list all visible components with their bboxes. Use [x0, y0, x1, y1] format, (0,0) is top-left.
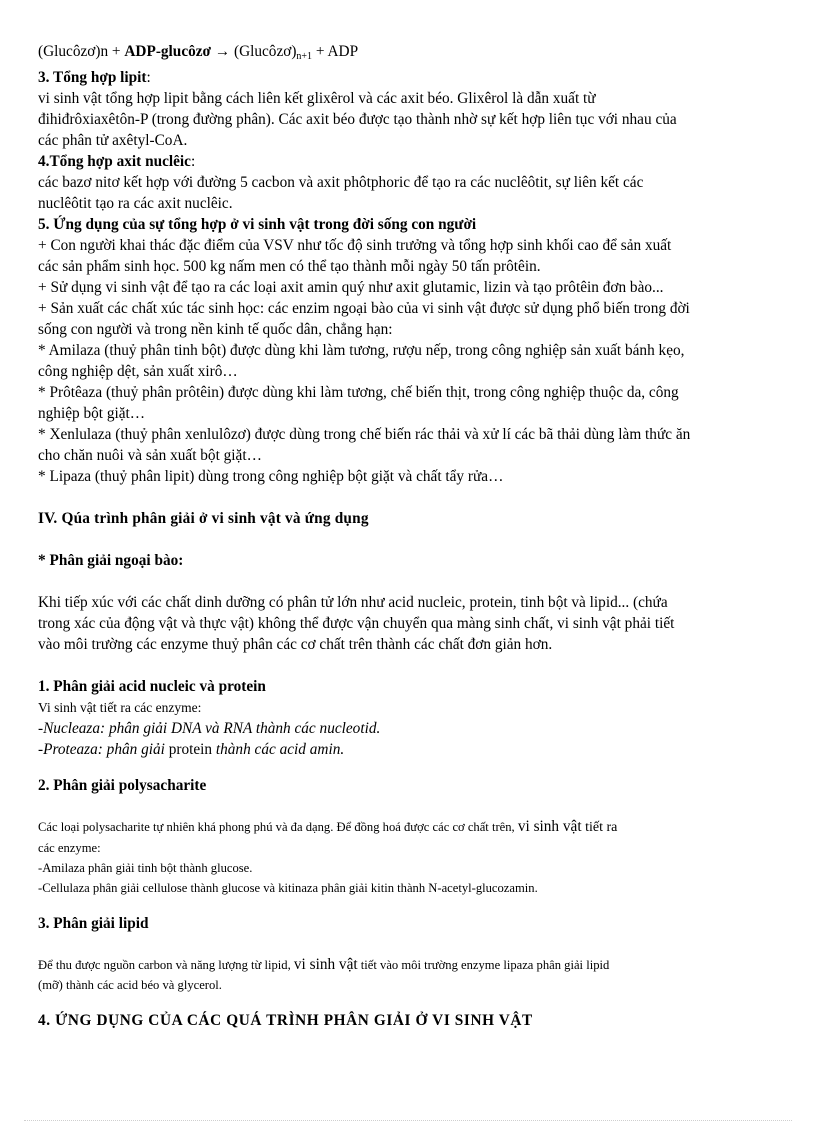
paragraph-line: * Lipaza (thuỷ phân lipit) dùng trong công nghiệp bột giặt và chất tẩy rửa… [38, 468, 504, 485]
section-heading-lipid-decomposition: 3. Phân giải lipid [38, 915, 149, 932]
paragraph-line: + Sử dụng vi sinh vật để tạo ra các loại axit amin quý như axit glutamic, lizin và tạo prôtêin đơn bào... [38, 279, 664, 296]
section-heading-polysaccharide: 2. Phân giải polysacharite [38, 777, 207, 794]
paragraph-line: vi sinh vật tổng hợp lipit bằng cách liên kết glixêrol và các axit béo. Glixêrol là dẫn xuất từ [38, 90, 596, 107]
paragraph-line: -Nucleaza: phân giải DNA và RNA thành các nucleotid. [38, 720, 381, 737]
section-heading-extracellular: * Phân giải ngoại bào: [38, 552, 184, 569]
formula-part: (Glucôzơ) [233, 43, 297, 60]
section-heading-applications: 5. Ứng dụng của sự tổng hợp ở vi sinh vật trong đời sống con người [38, 216, 477, 233]
page-bottom-divider [24, 1120, 792, 1121]
paragraph-line: (mỡ) thành các acid béo và glycerol. [38, 978, 222, 992]
paragraph-line: -Proteaza: phân giải protein thành các acid amin. [38, 741, 345, 758]
formula-line [38, 41, 783, 67]
paragraph-line: + Sản xuất các chất xúc tác sinh học: các enzim ngoại bào của vi sinh vật được sử dụng phổ biến trong đời [38, 300, 690, 317]
paragraph-line: sống con người và trong nền kinh tế quốc dân, chẳng hạn: [38, 321, 393, 338]
spacer [38, 655, 783, 676]
paragraph-line: nuclêôtit tạo ra các axit nuclêic. [38, 195, 233, 212]
document-page [38, 41, 783, 1031]
paragraph-line: Để thu được nguồn carbon và năng lượng từ lipid, vi sinh vật tiết vào môi trường enzyme lipaza phân giải lipid [38, 956, 610, 973]
spacer [38, 898, 783, 913]
chapter-heading-applications-decomposition: 4. ỨNG DỤNG CỦA CÁC QUÁ TRÌNH PHÂN GIẢI Ở VI SINH VẬT [38, 1012, 533, 1029]
paragraph-line: * Amilaza (thuỷ phân tinh bột) được dùng khi làm tương, rượu nếp, trong công nghiệp sản xuất bánh kẹo, [38, 342, 685, 359]
paragraph-line: đihiđrôxiaxêtôn-P (trong đường phân). Các axit béo được tạo thành nhờ sự kết hợp liên tục với nhau của [38, 111, 677, 128]
formula-part: (Glucôzơ)n + [38, 43, 125, 60]
spacer [38, 796, 783, 817]
paragraph-line: Các loại polysacharite tự nhiên khá phong phú và đa dạng. Để đồng hoá được các cơ chất trên, vi sinh vật tiết ra [38, 818, 618, 835]
section-heading-nucleic-protein: 1. Phân giải acid nucleic và protein [38, 678, 266, 695]
formula-subscript: n+1 [296, 51, 313, 62]
paragraph-line: * Prôtêaza (thuỷ phân prôtêin) được dùng khi làm tương, chế biến thịt, trong công nghiệp thuộc da, công [38, 384, 679, 401]
spacer [38, 571, 783, 592]
paragraph-line: * Xenlulaza (thuỷ phân xenlulôzơ) được dùng trong chế biến rác thải và xử lí các bã thải dùng làm thức ăn [38, 426, 691, 443]
paragraph-line: các bazơ nitơ kết hợp với đường 5 cacbon và axit phôtphoric để tạo ra các nuclêôtit, sự liên kết các [38, 174, 644, 191]
spacer [38, 760, 783, 775]
formula-bold-part: ADP-glucôzơ [124, 43, 212, 60]
spacer [38, 529, 783, 550]
paragraph-line: các enzyme: [38, 841, 101, 855]
paragraph-line: cho chăn nuôi và sản xuất bột giặt… [38, 447, 262, 464]
section-heading-nucleic-acid: 4.Tổng hợp axit nuclêic: [38, 153, 196, 170]
section-heading-lipid-synthesis: 3. Tổng hợp lipit: [38, 69, 151, 86]
paragraph-line: trong xác của động vật và thực vật) không thể được vận chuyển qua màng sinh chất, vi sinh vật phải tiết [38, 615, 675, 632]
formula-part: + ADP [312, 43, 359, 60]
paragraph-line: nghiệp bột giặt… [38, 405, 146, 422]
paragraph-line: các sản phẩm sinh học. 500 kg nấm men có thể tạo thành mỗi ngày 50 tấn prôtêin. [38, 258, 541, 275]
paragraph-line: -Amilaza phân giải tinh bột thành glucose. [38, 861, 253, 875]
paragraph-line: Vi sinh vật tiết ra các enzyme: [38, 700, 202, 715]
paragraph-line: các phân tử axêtyl-CoA. [38, 132, 188, 149]
paragraph-line: công nghiệp dệt, sản xuất xirô… [38, 363, 238, 380]
paragraph-line: Khi tiếp xúc với các chất dinh dưỡng có phân tử lớn như acid nucleic, protein, tinh bột và lipid... (chứa [38, 594, 668, 611]
paragraph-line: + Con người khai thác đặc điểm của VSV như tốc độ sinh trưởng và tổng hợp sinh khối cao để sản xuất [38, 237, 672, 254]
spacer [38, 995, 783, 1010]
formula-arrow: → [211, 43, 234, 60]
chapter-heading-decomposition: IV. Qúa trình phân giải ở vi sinh vật và ứng dụng [38, 510, 369, 527]
paragraph-line: -Cellulaza phân giải cellulose thành glucose và kitinaza phân giải kitin thành N-acetyl-glucozamin. [38, 881, 538, 895]
spacer [38, 934, 783, 955]
spacer [38, 487, 783, 508]
paragraph-line: vào môi trường các enzyme thuỷ phân các cơ chất trên thành các chất đơn giản hơn. [38, 636, 553, 653]
